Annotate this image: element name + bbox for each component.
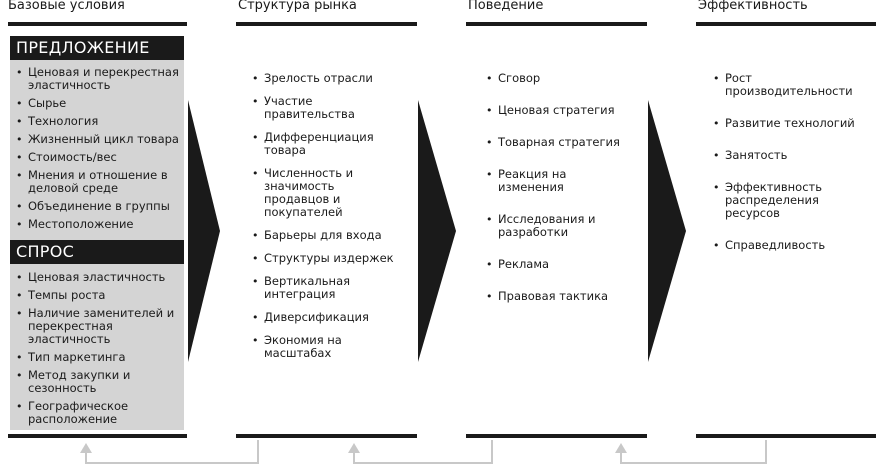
column-title-market-structure: Структура рынка (238, 0, 357, 13)
structure-item: • Вертикальная интеграция (250, 275, 400, 301)
demand-item: • Метод закупки и сезонность (14, 369, 184, 395)
supply-item: • Стоимость/вес (14, 151, 184, 164)
conduct-item: • Исследования и разработки (484, 213, 598, 239)
column-title-conduct: Поведение (468, 0, 544, 13)
supply-item: • Ценовая и перекрестная эластичность (14, 66, 184, 92)
structure-item: • Дифференциация товара (250, 131, 400, 157)
feedback-arrowhead-icon (615, 443, 627, 453)
performance-item: • Развитие технологий (711, 117, 861, 130)
feedback-arrowhead-icon (348, 443, 360, 453)
demand-item: • Темпы роста (14, 289, 184, 302)
demand-header: СПРОС (10, 240, 184, 264)
demand-item: • Наличие заменителей и перекрестная эластичность (14, 307, 184, 346)
performance-item: • Эффективность распределения ресурсов (711, 181, 835, 220)
structure-item: • Экономия на масштабах (250, 334, 400, 360)
demand-item: • Географическое расположение (14, 400, 184, 426)
structure-item: • Структуры издержек (250, 252, 400, 265)
supply-item: • Объединение в группы (14, 200, 184, 213)
feedback-arrowhead-icon (80, 443, 92, 453)
structure-item: • Участие правительства (250, 95, 400, 121)
conduct-item: • Сговор (484, 72, 624, 85)
structure-item: • Барьеры для входа (250, 229, 400, 242)
column-title-basic-conditions: Базовые условия (8, 0, 125, 13)
supply-item: • Местоположение (14, 218, 184, 231)
performance-item: • Занятость (711, 149, 861, 162)
conduct-item: • Реакция на изменения (484, 168, 588, 194)
structure-item: • Диверсификация (250, 311, 400, 324)
conduct-item: • Ценовая стратегия (484, 104, 624, 117)
supply-item: • Жизненный цикл товара (14, 133, 184, 146)
supply-header: ПРЕДЛОЖЕНИЕ (10, 36, 184, 60)
conduct-item: • Правовая тактика (484, 290, 624, 303)
demand-item: • Ценовая эластичность (14, 271, 184, 284)
conduct-item: • Товарная стратегия (484, 136, 624, 149)
structure-item: • Численность и значимость продавцов и покупателей (250, 167, 400, 219)
column-title-performance: Эффективность (698, 0, 808, 13)
supply-item: • Технология (14, 115, 184, 128)
structure-item: • Зрелость отрасли (250, 72, 400, 85)
conduct-item: • Реклама (484, 258, 624, 271)
supply-item: • Сырье (14, 97, 184, 110)
performance-item: • Справедливость (711, 239, 861, 252)
supply-item: • Мнения и отношение в деловой среде (14, 169, 184, 195)
demand-item: • Тип маркетинга (14, 351, 184, 364)
performance-item: • Рост производительности (711, 72, 850, 98)
